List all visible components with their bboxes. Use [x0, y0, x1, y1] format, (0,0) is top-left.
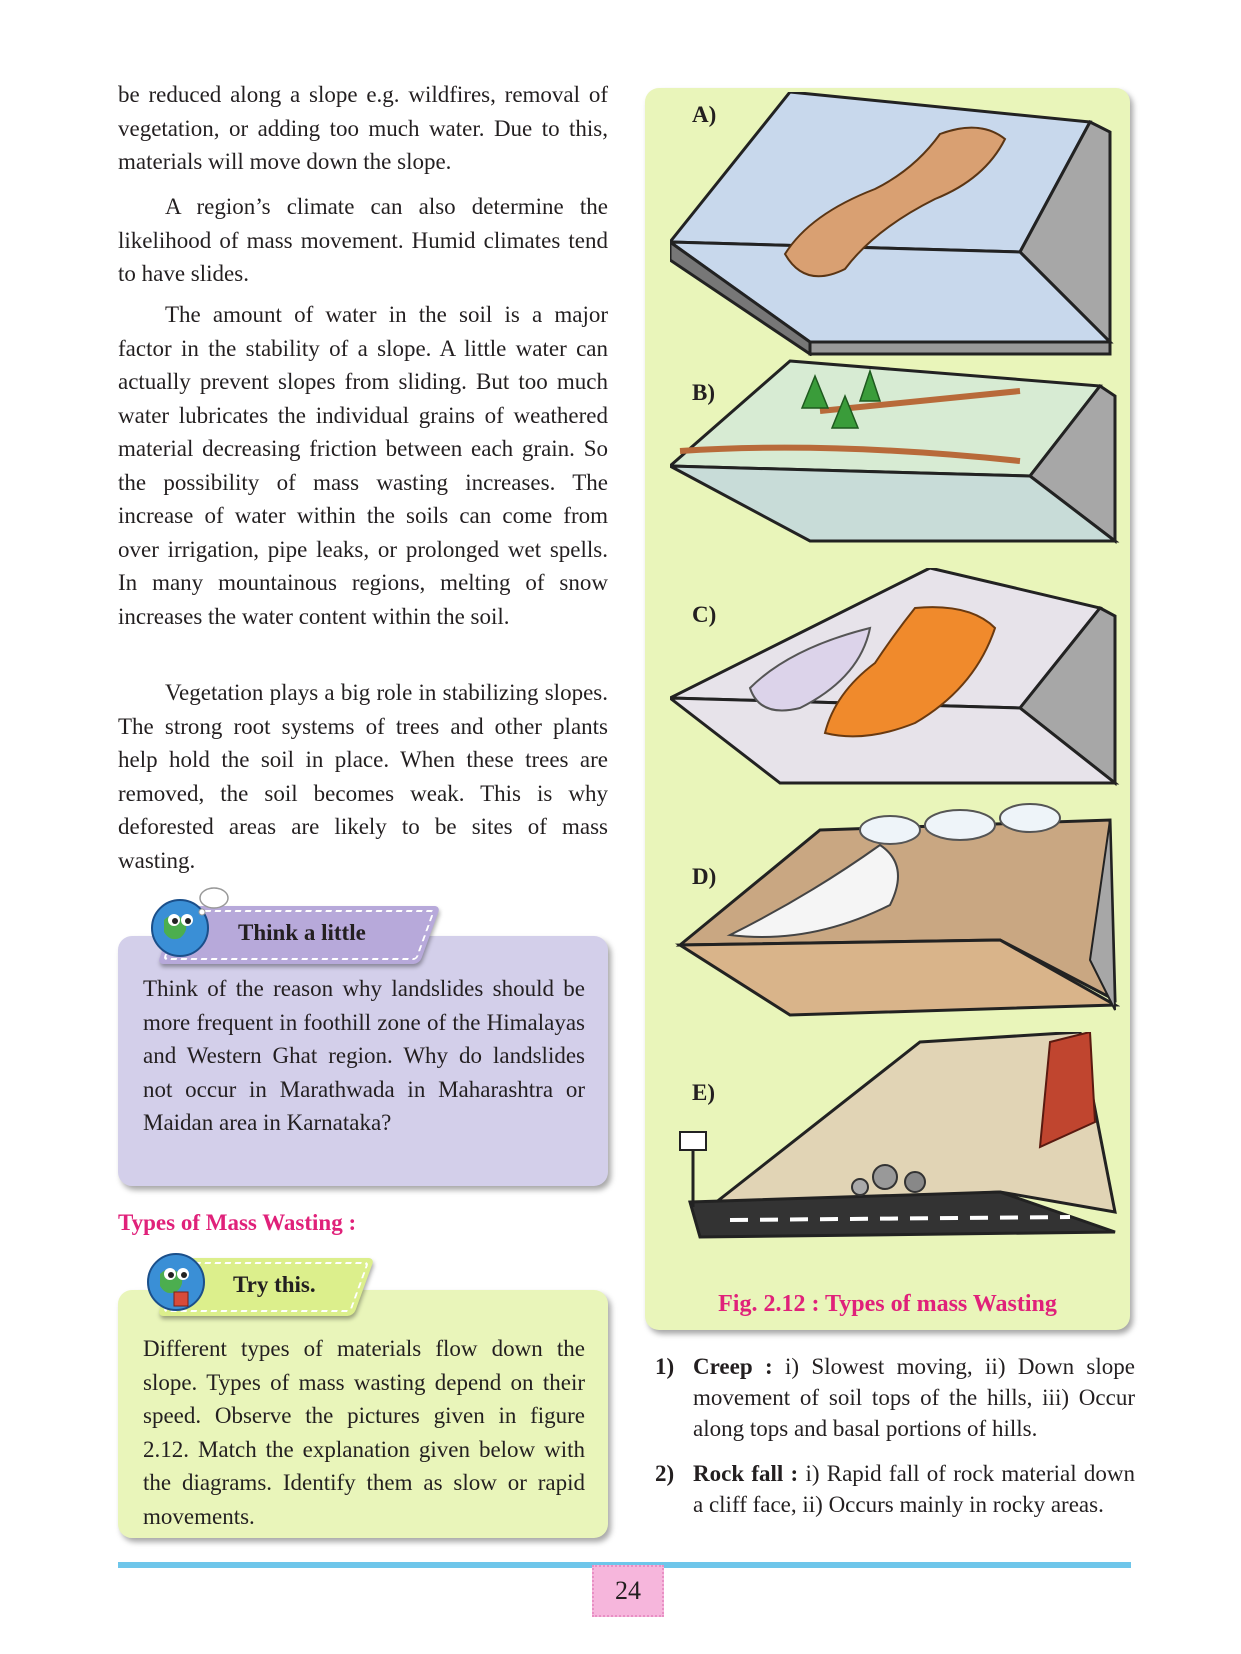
diagram-avalanche — [670, 800, 1120, 1032]
diagram-slump — [670, 568, 1120, 798]
body-paragraph: Vegetation plays a big role in stabilizing slopes. The strong root systems of trees and other plants help hold the soil in place. When these trees are removed, the soil becomes weak. This is why deforested areas are likely to be sites of mass wasting. — [118, 680, 608, 873]
body-paragraph: be reduced along a slope e.g. wildfires, removal of vegetation, or adding too much water. Due to this, materials will move down the slope. — [118, 82, 608, 174]
body-paragraph: A region’s climate can also determine the likelihood of mass movement. Humid climates tend to have slides. — [118, 194, 608, 286]
figure-caption: Fig. 2.12 : Types of mass Wasting — [718, 1291, 1057, 1317]
think-box-text: Think of the reason why landslides should be more frequent in foothill zone of the Himalayas and Western Ghat region. Why do landslides not occur in Marathwada in Maharashtra or Maidan area in Karnataka? — [143, 976, 585, 1135]
list-item: 1) Creep : i) Slowest moving, ii) Down slope movement of soil tops of the hills, iii) Occur along tops and basal portions of hills. — [655, 1354, 1135, 1441]
figure-label-c: C) — [692, 602, 717, 627]
globe-mascot-icon — [142, 1240, 212, 1320]
globe-mascot-icon — [142, 884, 234, 964]
try-box — [118, 1290, 608, 1538]
page-number-box — [592, 1565, 664, 1617]
try-box-title: Try this. — [233, 1272, 316, 1297]
figure-label-e: E) — [692, 1080, 715, 1105]
figure-label-a: A) — [692, 102, 717, 127]
try-box-text: Different types of materials flow down the slope. Types of mass wasting depend on their speed. Observe the pictures given in figure 2.12. Match the explanation given below with the diagrams. Identify them as slow or rapid movements. — [143, 1336, 585, 1529]
figure-label-d: D) — [692, 864, 717, 889]
list-item: 2) Rock fall : i) Rapid fall of rock material down a cliff face, ii) Occurs mainly in rocky areas. — [655, 1461, 1136, 1517]
page-number: 24 — [615, 1576, 641, 1605]
figure-label-b: B) — [692, 380, 715, 405]
diagram-slide — [670, 356, 1120, 556]
diagram-rock-fall — [670, 1032, 1120, 1272]
think-box-title: Think a little — [238, 920, 366, 945]
body-paragraph: The amount of water in the soil is a major factor in the stability of a slope. A little water can actually prevent slopes from sliding. But too much water lubricates the individual grains of weathered material decreasing friction between each grain. So the possibility of mass wasting increases. The increase of water within the soils can come from over irrigation, pipe leaks, or prolonged wet spells. In many mountainous regions, melting of snow increases the water content within the soil. — [118, 302, 608, 629]
think-box — [118, 936, 608, 1186]
section-heading: Types of Mass Wasting : — [118, 1210, 357, 1235]
diagram-creep — [670, 92, 1120, 356]
